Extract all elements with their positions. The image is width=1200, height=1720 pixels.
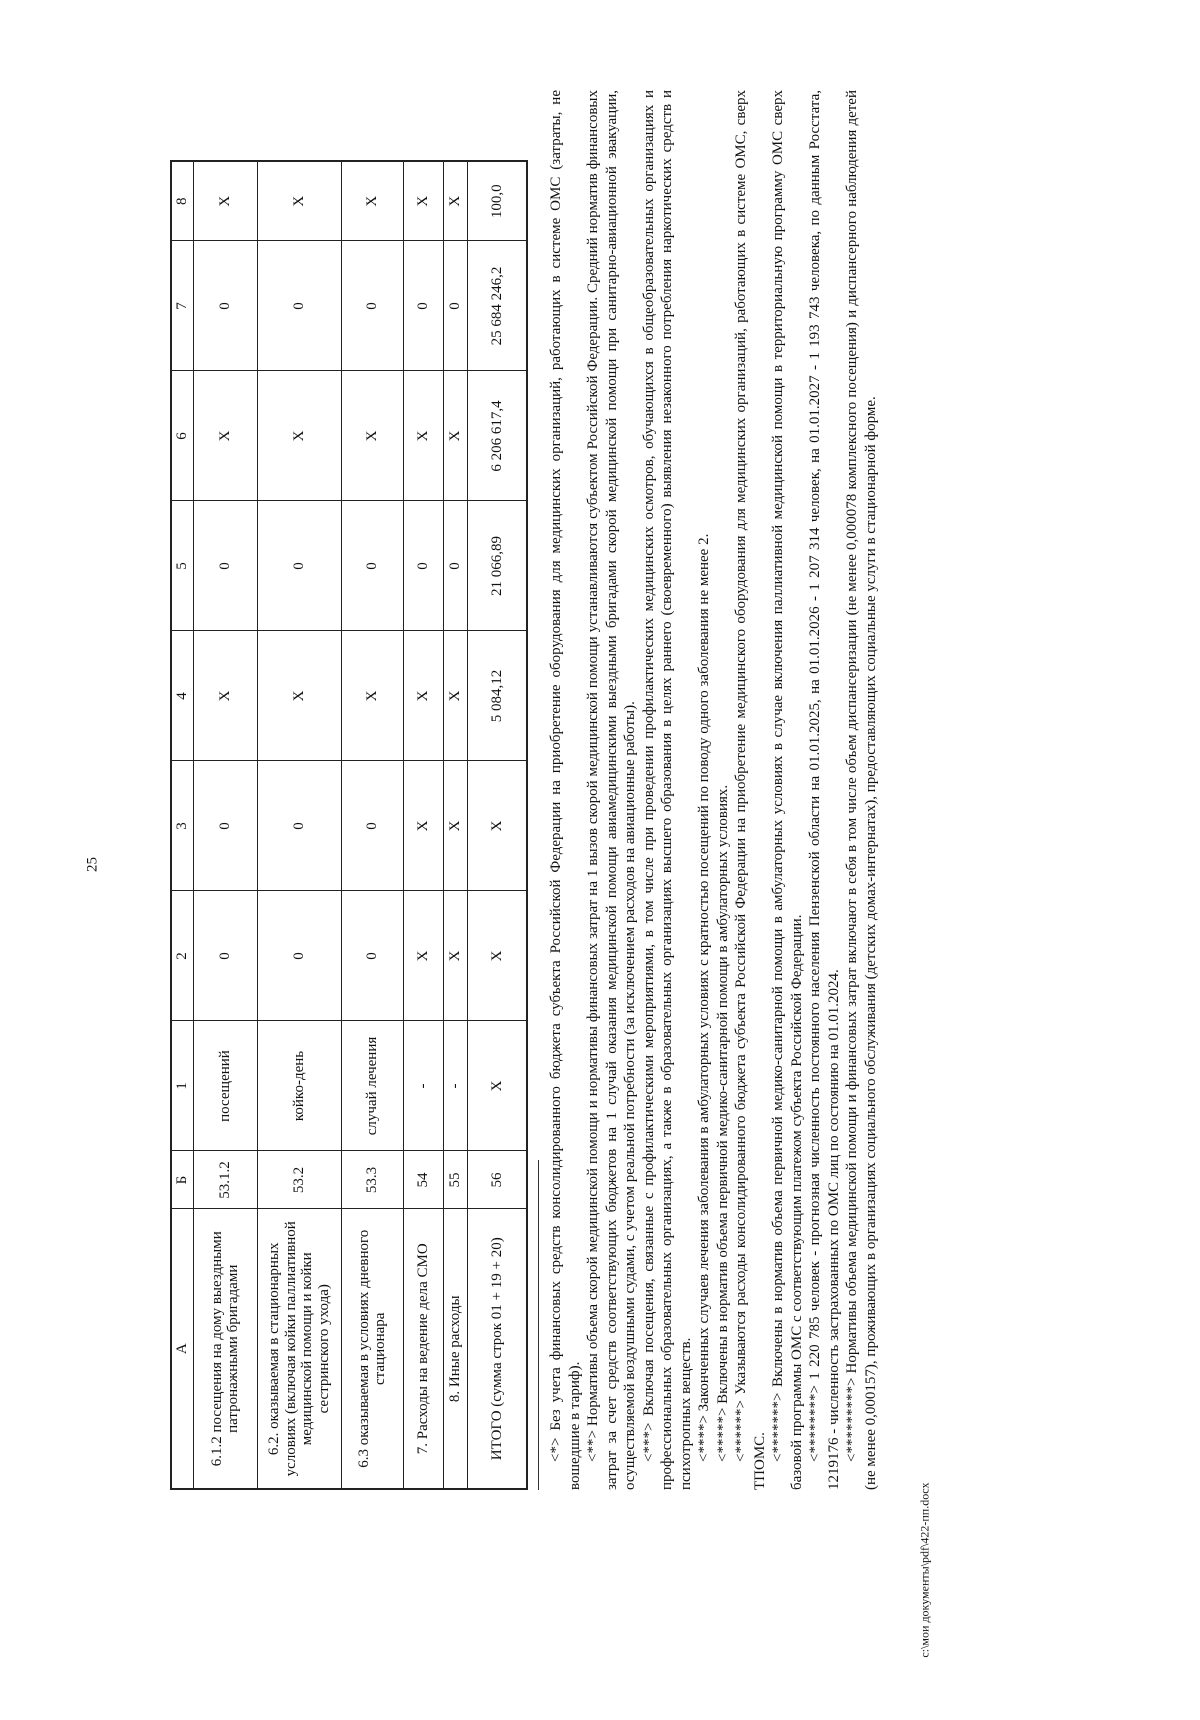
table-cell: случай лечения <box>341 1021 403 1151</box>
table-cell: 0 <box>193 761 257 891</box>
table-cell: Х <box>403 631 443 761</box>
footnote: <*********> Нормативы объема медицинской помощи и финансовых затрат включают в себя в том числе объем диспансеризации (не менее 0,000078 комплексного посещения) и диспансерного наблюдения детей (не менее 0,000157), проживающих в организациях социального обслуживания (детских домах-интернатах), предоставляющих социальные услуги в стационарной форме. <box>844 90 879 1490</box>
table-cell: 0 <box>341 241 403 371</box>
table-cell: - <box>403 1021 443 1151</box>
column-header: 1 <box>171 1021 193 1151</box>
footnote: <********> 1 220 785 человек - прогнозная численность постоянного населения Пензенской области на 01.01.2025, на 01.01.2026 - 1 207 314 человек, на 01.01.2027 - 1 193 743 человека, по данным Росстата, 1219176 - численность застрахованных по ОМС лиц по состоянию на 01.01.2024. <box>807 90 842 1490</box>
column-header: Б <box>171 1151 193 1209</box>
table-cell: Х <box>443 161 467 241</box>
table-cell: 0 <box>193 891 257 1021</box>
table-cell: Х <box>403 161 443 241</box>
table-cell: Х <box>341 371 403 501</box>
footnote-separator <box>538 1160 539 1490</box>
table-cell: Х <box>443 891 467 1021</box>
table-cell: 0 <box>443 241 467 371</box>
table-cell: 6.2. оказываемая в стационарных условиях (включая койки паллиативной медицинской помощи и койки сестринского ухода) <box>257 1209 341 1489</box>
page-number: 25 <box>84 857 101 872</box>
table-cell: 55 <box>443 1151 467 1209</box>
file-path-footer: c:\мои документы\pdf\422-пп.docx <box>917 1482 932 1658</box>
footnotes <box>547 90 880 1490</box>
table-cell: Х <box>443 371 467 501</box>
table-row <box>257 161 341 1489</box>
table-cell: 0 <box>257 501 341 631</box>
column-header: 3 <box>171 761 193 891</box>
table-cell: 53.1.2 <box>193 1151 257 1209</box>
table-cell: Х <box>257 371 341 501</box>
table-cell: Х <box>403 761 443 891</box>
table-cell: 0 <box>341 891 403 1021</box>
table-cell: 0 <box>403 501 443 631</box>
footnote: <**> Нормативы объема скорой медицинской помощи и нормативы финансовых затрат на 1 вызов скорой медицинской помощи устанавливаются субъектом Российской Федерации. Средний норматив финансовых затрат за счет средств соответствующих бюджетов на 1 случай оказания медицинской помощи авиамедицинскими выездными бригадами скорой медицинской помощи при санитарно-авиационной эвакуации, осуществляемой воздушными судами, с учетом реальной потребности (за исключением расходов на авиационные работы). <box>585 90 638 1490</box>
table-header-row <box>171 161 193 1489</box>
table-cell: Х <box>443 761 467 891</box>
table-cell: посещений <box>193 1021 257 1151</box>
table-cell: Х <box>341 161 403 241</box>
table-cell: Х <box>403 371 443 501</box>
table-cell: Х <box>193 371 257 501</box>
table-cell: 6.1.2 посещения на дому выездными патронажными бригадами <box>193 1209 257 1489</box>
table-cell: 7. Расходы на ведение дела СМО <box>403 1209 443 1489</box>
table-cell: Х <box>193 161 257 241</box>
table-cell: Х <box>467 891 527 1021</box>
table-cell: Х <box>467 1021 527 1151</box>
footnote: <*****> Включены в норматив объема первичной медико-санитарной помощи в амбулаторных условиях. <box>714 784 731 1462</box>
table-cell: 54 <box>403 1151 443 1209</box>
data-table <box>170 160 528 1490</box>
table-cell: 8. Иные расходы <box>443 1209 467 1489</box>
column-header: 2 <box>171 891 193 1021</box>
table-cell: Х <box>257 161 341 241</box>
table-cell: Х <box>467 761 527 891</box>
table-cell: Х <box>341 631 403 761</box>
table-cell: 25 684 246,2 <box>467 241 527 371</box>
table-cell: 0 <box>403 241 443 371</box>
table-cell: 0 <box>443 501 467 631</box>
table-cell: 5 084,12 <box>467 631 527 761</box>
table-cell: 0 <box>257 761 341 891</box>
table-cell: койко-день <box>257 1021 341 1151</box>
footnote: <*******> Включены в норматив объема первичной медико-санитарной помощи в амбулаторных условиях в случае включения паллиативной медицинской помощи в территориальную программу ОМС сверх базовой программы ОМС с соответствующим платежом субъекта Российской Федерации. <box>770 90 805 1490</box>
table-cell: 6 206 617,4 <box>467 371 527 501</box>
rotated-content <box>170 70 1050 1530</box>
footnote: <******> Указываются расходы консолидированного бюджета субъекта Российской Федерации на приобретение медицинского оборудования для медицинских организаций, работающих в системе ОМС, сверх ТПОМС. <box>733 90 768 1490</box>
table-cell: 0 <box>193 241 257 371</box>
column-header: 6 <box>171 371 193 501</box>
footnote: <***> Включая посещения, связанные с профилактическими мероприятиями, в том числе при проведении профилактических медицинских осмотров, обучающихся в общеобразовательных организациях и профессиональных образовательных организациях, а также в образовательных организациях высшего образования в целях раннего (своевременного) выявления незаконного потребления наркотических средств и психотропных веществ. <box>640 90 694 1490</box>
table-cell: Х <box>257 631 341 761</box>
table-cell: Х <box>193 631 257 761</box>
table-cell: - <box>443 1021 467 1151</box>
table-cell: 56 <box>467 1151 527 1209</box>
table-cell: 0 <box>341 501 403 631</box>
column-header: 4 <box>171 631 193 761</box>
table-cell: ИТОГО (сумма строк 01 + 19 + 20) <box>467 1209 527 1489</box>
column-header: 8 <box>171 161 193 241</box>
column-header: 5 <box>171 501 193 631</box>
table-cell: 100,0 <box>467 161 527 241</box>
table-cell: 0 <box>257 241 341 371</box>
table-cell: 0 <box>193 501 257 631</box>
table-row <box>443 161 467 1489</box>
table-cell: 53.3 <box>341 1151 403 1209</box>
table-cell: 53.2 <box>257 1151 341 1209</box>
table-cell: 0 <box>257 891 341 1021</box>
table-cell: Х <box>403 891 443 1021</box>
table-row <box>403 161 443 1489</box>
table-cell: Х <box>443 631 467 761</box>
column-header: 7 <box>171 241 193 371</box>
table-cell: 6.3 оказываемая в условиях дневного стационара <box>341 1209 403 1489</box>
table-cell: 21 066,89 <box>467 501 527 631</box>
footnote: <*> Без учета финансовых средств консолидированного бюджета субъекта Российской Федерации на приобретение оборудования для медицинских организаций, работающих в системе ОМС (затраты, не вошедшие в тариф). <box>548 90 583 1490</box>
table-row <box>467 161 527 1489</box>
column-header: А <box>171 1209 193 1489</box>
table-row <box>341 161 403 1489</box>
table-row <box>193 161 257 1489</box>
table-cell: 0 <box>341 761 403 891</box>
footnote: <****> Законченных случаев лечения заболевания в амбулаторных условиях с кратностью посещений по поводу одного заболевания не менее 2. <box>696 533 712 1462</box>
